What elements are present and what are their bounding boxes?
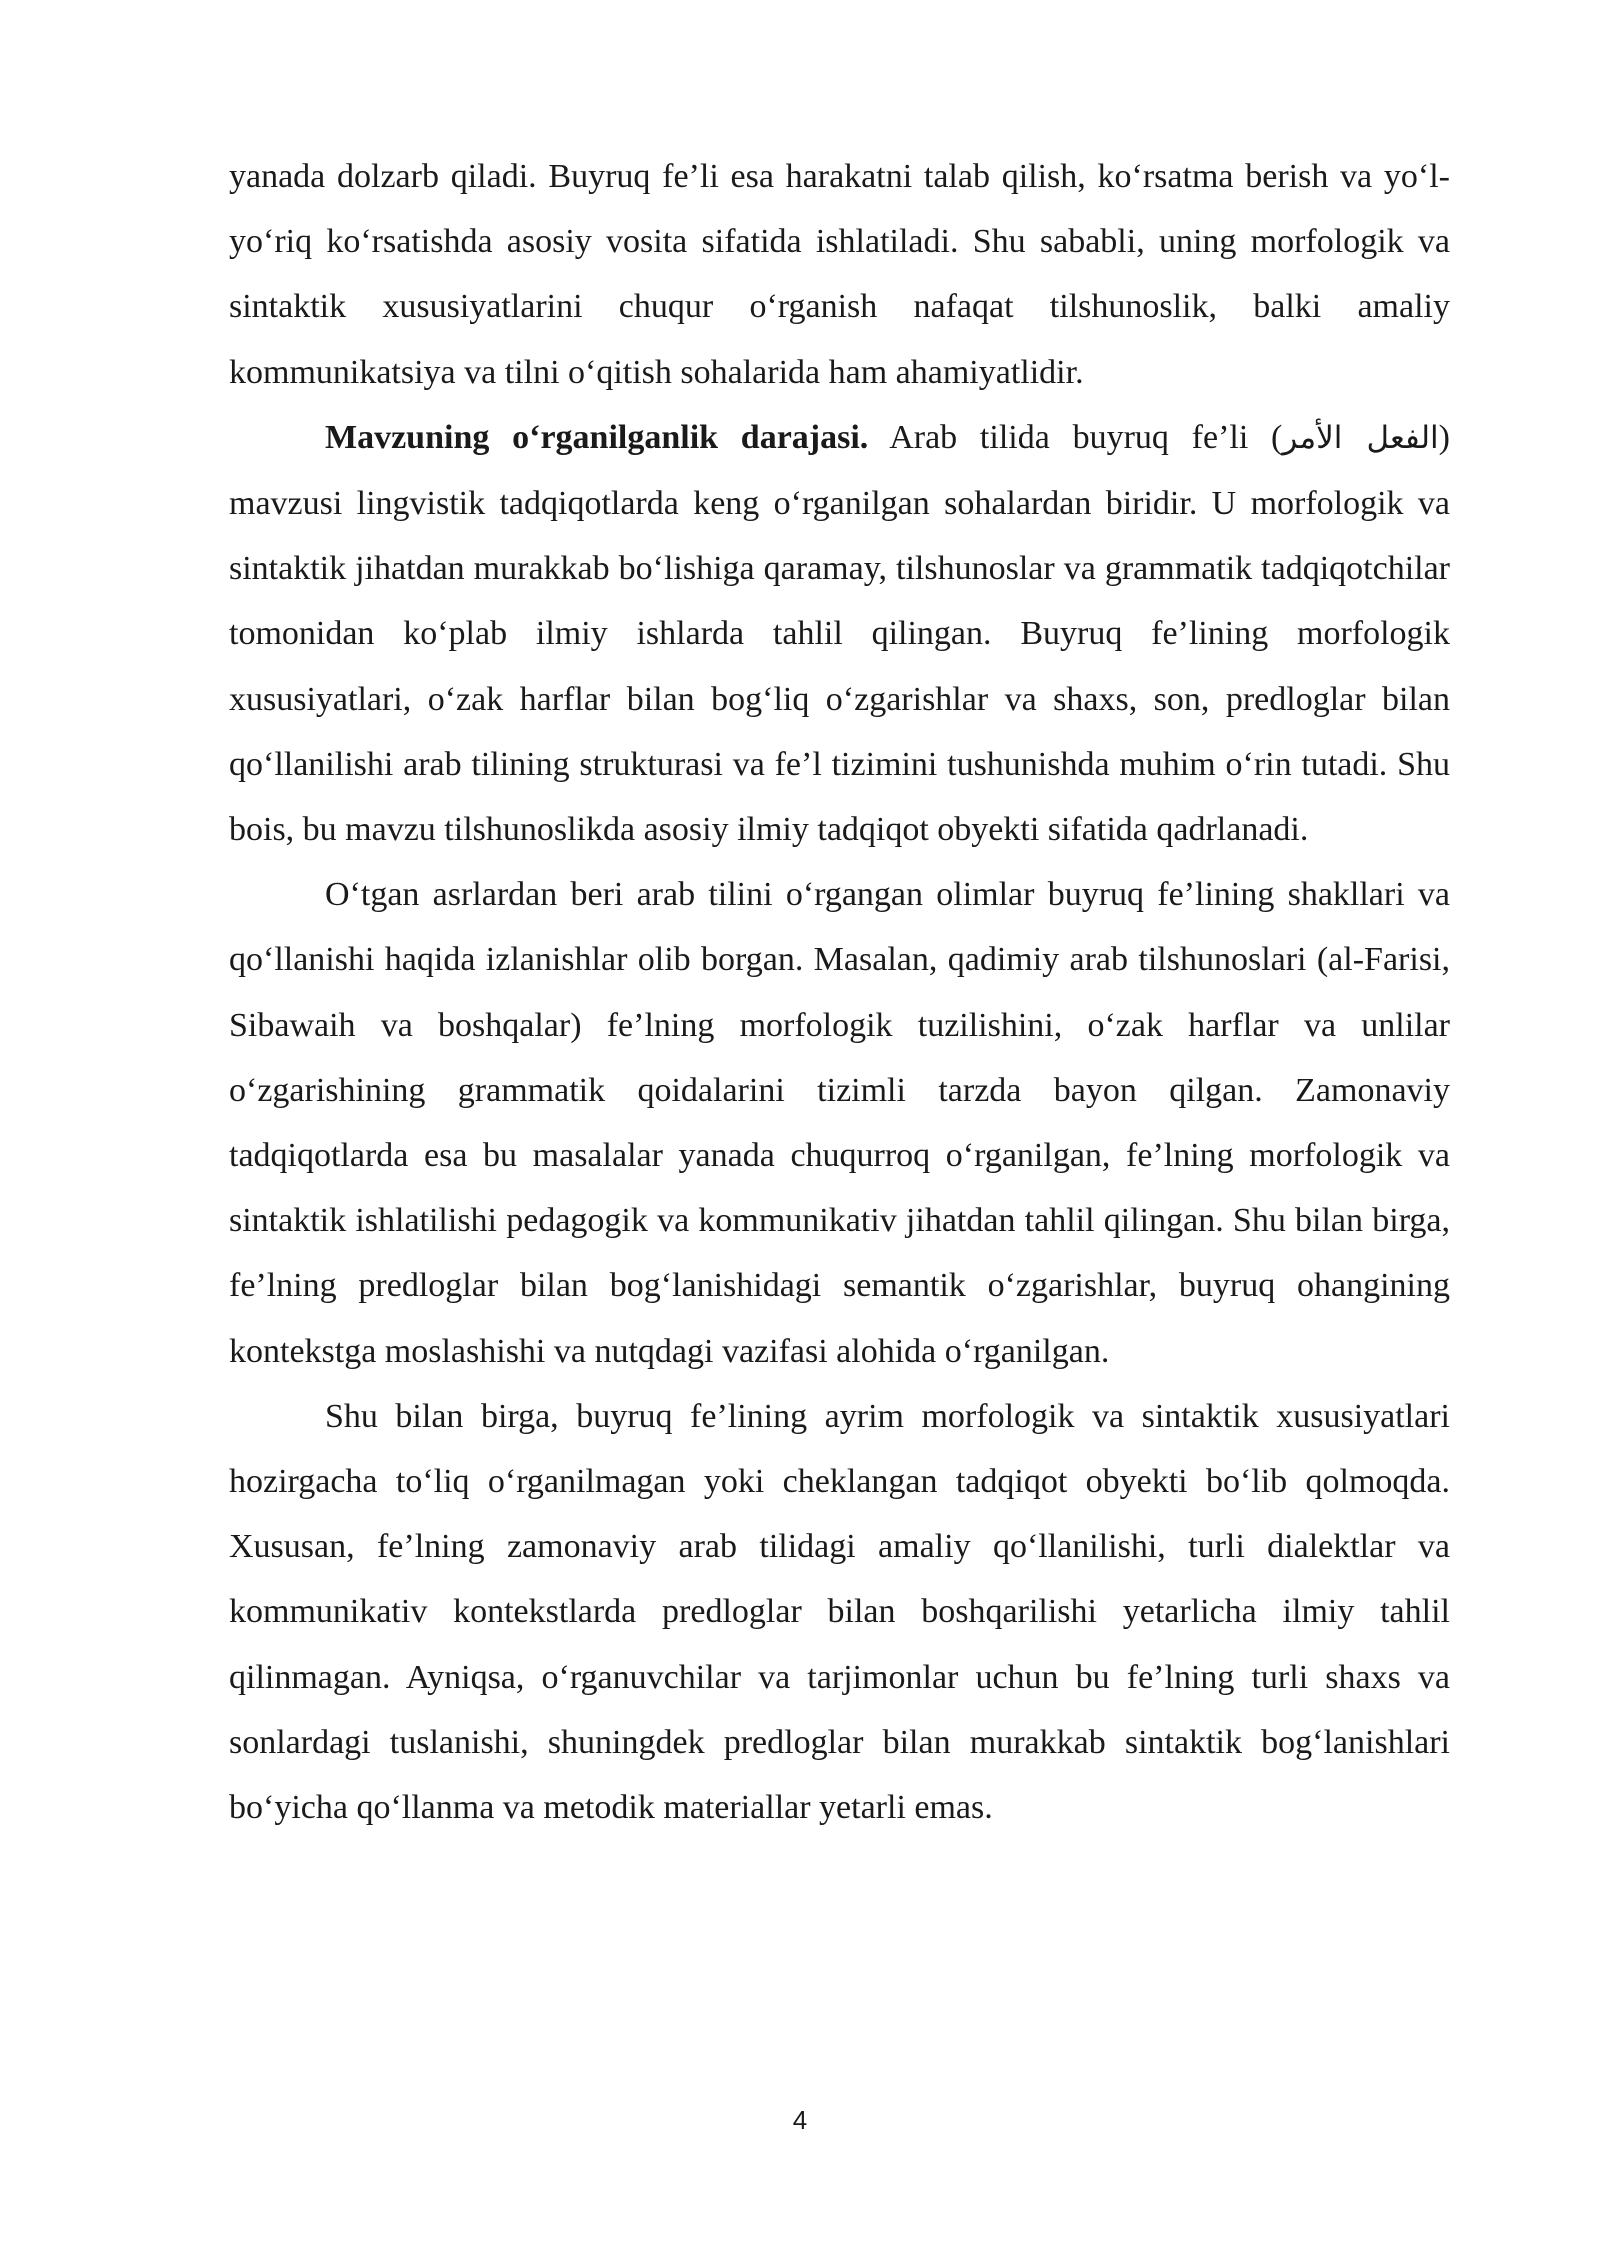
paragraph-study-degree xyxy=(229,405,1450,862)
paragraph-text: ) mavzusi lingvistik tadqiqotlarda keng o‘rganilgan sohalardan biridir. U morfologik va sintaktik jihatdan murakkab bo‘lishiga qaramay, tilshunoslar va grammatik tadqiqotchilar tomonidan ko‘plab ilmiy ishlarda tahlil qilingan. Buyruq fe’lining morfologik xususiyatlari, o‘zak harflar bilan bog‘liq o‘zgarishlar va shaxs, son, predloglar bilan qo‘llanilishi arab tilining strukturasi va fe’l tizimini tushunishda muhim o‘rin tutadi. Shu bois, bu mavzu tilshunoslikda asosiy ilmiy tadqiqot obyekti sifatida qadrlanadi. xyxy=(229,418,1450,849)
paragraph-gaps: Shu bilan birga, buyruq fe’lining ayrim morfologik va sintaktik xususiyatlari hozirgacha to‘liq o‘rganilmagan yoki cheklangan tadqiqot obyekti bo‘lib qolmoqda. Xususan, fe’lning zamonaviy arab tilidagi amaliy qo‘llanilishi, turli dialektlar va kommunikativ kontekstlarda predloglar bilan boshqarilishi yetarlicha ilmiy tahlil qilinmagan. Ayniqsa, o‘rganuvchilar va tarjimonlar uchun bu fe’lning turli shaxs va sonlardagi tuslanishi, shuningdek predloglar bilan murakkab sintaktik bog‘lanishlari bo‘yicha qo‘llanma va metodik materiallar yetarli emas. xyxy=(229,1397,1450,1827)
section-heading: Mavzuning o‘rganilganlik darajasi. xyxy=(325,418,869,456)
paragraph-text: Arab tilida buyruq fe’li ( xyxy=(868,418,1283,456)
paragraph-history: O‘tgan asrlardan beri arab tilini o‘rgangan olimlar buyruq fe’lining shakllari va qo‘llanishi haqida izlanishlar olib borgan. Masalan, qadimiy arab tilshunoslari (al-Farisi, Sibawaih va boshqalar) fe’lning morfologik tuzilishini, o‘zak harflar va unlilar o‘zgarishining grammatik qoidalarini tizimli tarzda bayon qilgan. Zamonaviy tadqiqotlarda esa bu masalalar yanada chuqurroq o‘rganilgan, fe’lning morfologik va sintaktik ishlatilishi pedagogik va kommunikativ jihatdan tahlil qilingan. Shu bilan birga, fe’lning predloglar bilan bog‘lanishidagi semantik o‘zgarishlar, buyruq ohangining kontekstga moslashishi va nutqdagi vazifasi alohida o‘rganilgan. xyxy=(229,876,1450,1370)
arabic-term: الفعل الأمر xyxy=(1282,419,1439,456)
page-number: 4 xyxy=(792,2105,808,2135)
paragraph-continuation: yanada dolzarb qiladi. Buyruq fe’li esa harakatni talab qilish, ko‘rsatma berish va yo‘l-yo‘riq ko‘rsatishda asosiy vosita sifatida ishlatiladi. Shu sababli, uning morfologik va sintaktik xususiyatlarini chuqur o‘rganish nafaqat tilshunoslik, balki amaliy kommunikatsiya va tilni o‘qitish sohalarida ham ahamiyatlidir. xyxy=(229,158,1450,391)
page-body xyxy=(229,144,1450,1840)
